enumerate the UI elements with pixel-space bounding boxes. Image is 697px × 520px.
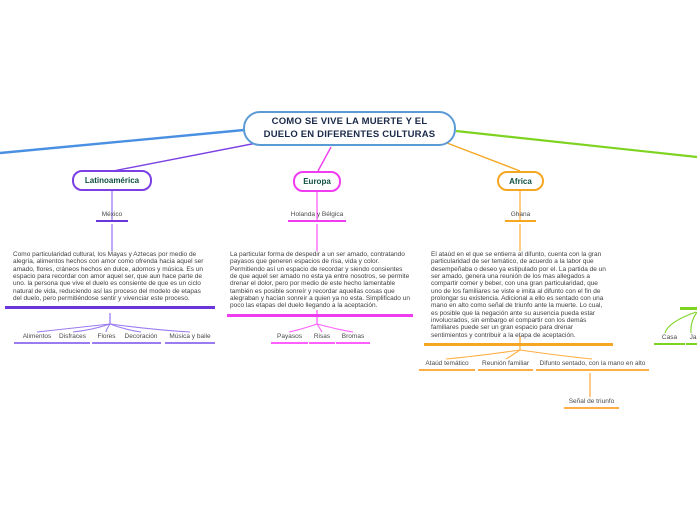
- leaf-senal-de-triunfo[interactable]: Señal de triunfo: [564, 398, 619, 409]
- leaf-alimentos[interactable]: Alimentos: [14, 333, 60, 344]
- leaf-difunto-sentado[interactable]: Difunto sentado, con la mano en alto: [536, 360, 649, 371]
- leaf-reunion-familiar[interactable]: Reunión familiar: [478, 360, 533, 371]
- branch-node-africa[interactable]: [497, 171, 544, 191]
- subtopic-holanda-belgica[interactable]: Holanda y Bélgica: [288, 211, 346, 222]
- branch-node-latinoamerica[interactable]: [72, 170, 152, 191]
- africa-fan-1: [446, 350, 520, 359]
- latam-fan-2: [73, 324, 110, 332]
- latam-fan-4: [110, 324, 141, 332]
- leaf-ataud-tematico[interactable]: Ataúd temático: [419, 360, 475, 371]
- paragraph-latinoamerica[interactable]: Como particularidad cultural, los Mayas y Aztecas por medio de alegría, alimentos hechos con amor como ofrenda hacia aquel ser amado, flores, cráneos hechos en dulce, adornos y música. Es un espacio para recordar con amor aquel ser, que aun hace parte de uno. la persona que vive el duelo es consiente de que es un ciclo natural de vida, reduciendo así las proceso del modelo de etapas del duelo, pero permitiéndose sentir y vivenciar este proceso.: [5, 251, 215, 309]
- latam-fan-5: [110, 324, 190, 332]
- europa-fan-2: [317, 324, 322, 332]
- leaf-decoracion[interactable]: Decoración: [121, 333, 161, 344]
- europa-fan-1: [289, 324, 317, 332]
- africa-fan-2: [506, 350, 520, 359]
- connector-europa: [318, 147, 331, 171]
- paragraph-europa[interactable]: La particular forma de despedir a un ser amado, contratando payasos que generen espacios de risa, vida y color. Permitiendo así un espacio de recordar y siendo consientes de que aquel ser amado no esta ya entre nosotros, se permite drenar el dolor, pero por medio de este hecho lamentable también es posible sonreír y recordar aquellas cosas que alegraban y hacían sonreír a quien ya no esta. Simplificado un poco las etapas del duelo llegando a la aceptación.: [227, 251, 413, 317]
- connector-latinoamerica: [113, 143, 257, 171]
- central-topic-node[interactable]: [243, 111, 456, 146]
- central-topic-title: COMO SE VIVE LA MUERTE Y EL DUELO EN DIFERENTES CULTURAS: [263, 116, 436, 140]
- leaf-payasos[interactable]: Payasos: [271, 333, 308, 344]
- leaf-disfraces[interactable]: Disfraces: [55, 333, 90, 344]
- connector-africa: [447, 143, 520, 171]
- africa-fan-3: [520, 350, 592, 359]
- branch-label-latinoamerica: Latinoamérica: [84, 176, 140, 185]
- connector-left-offscreen-branch: [0, 130, 244, 153]
- europa-fan-3: [317, 324, 353, 332]
- leaf-bromas[interactable]: Bromas: [336, 333, 370, 344]
- branch-label-africa: Africa: [509, 176, 532, 186]
- paragraph-africa[interactable]: El ataúd en el que se entierra al difunto, cuenta con la gran particularidad de ser temático, de acuerdo a la labor que desempeñaba o deseo ya estipulado por el. La partida de un ser amado, genera una reunión de los mas allegados a compartir comer y beber, con una gran particularidad, que uno de los familiares se viste e imita al difunto con el fin de prolongar su existencia. Adicional a ello es sentado con una mano en alto como señal de triunfo ante la muerte. Lo cual, es posible que la negación ante su ausencia pueda estar involucrados, sin embargo el compartir con los demás familiares puede ser un gran espacio para drenar sentimientos y contribuir a la etapa de aceptación.: [424, 251, 613, 346]
- green-fan-ja: [691, 312, 697, 333]
- green-fan-casa: [665, 312, 696, 333]
- latam-fan-3: [106, 324, 110, 332]
- leaf-casa[interactable]: Casa: [654, 334, 685, 345]
- subtopic-ghana[interactable]: Ghana: [505, 211, 536, 222]
- subtopic-mexico[interactable]: México: [96, 211, 128, 222]
- leaf-flores[interactable]: Flores: [92, 333, 121, 344]
- branch-label-europa: Europa: [303, 177, 331, 186]
- latam-fan-1: [37, 324, 110, 332]
- leaf-musica-y-baile[interactable]: Música y baile: [165, 333, 215, 344]
- branch-node-europa[interactable]: [293, 171, 341, 192]
- connector-right-offscreen-branch: [456, 131, 697, 157]
- leaf-ja-truncated[interactable]: Ja: [686, 334, 697, 345]
- leaf-risas[interactable]: Risas: [309, 333, 335, 344]
